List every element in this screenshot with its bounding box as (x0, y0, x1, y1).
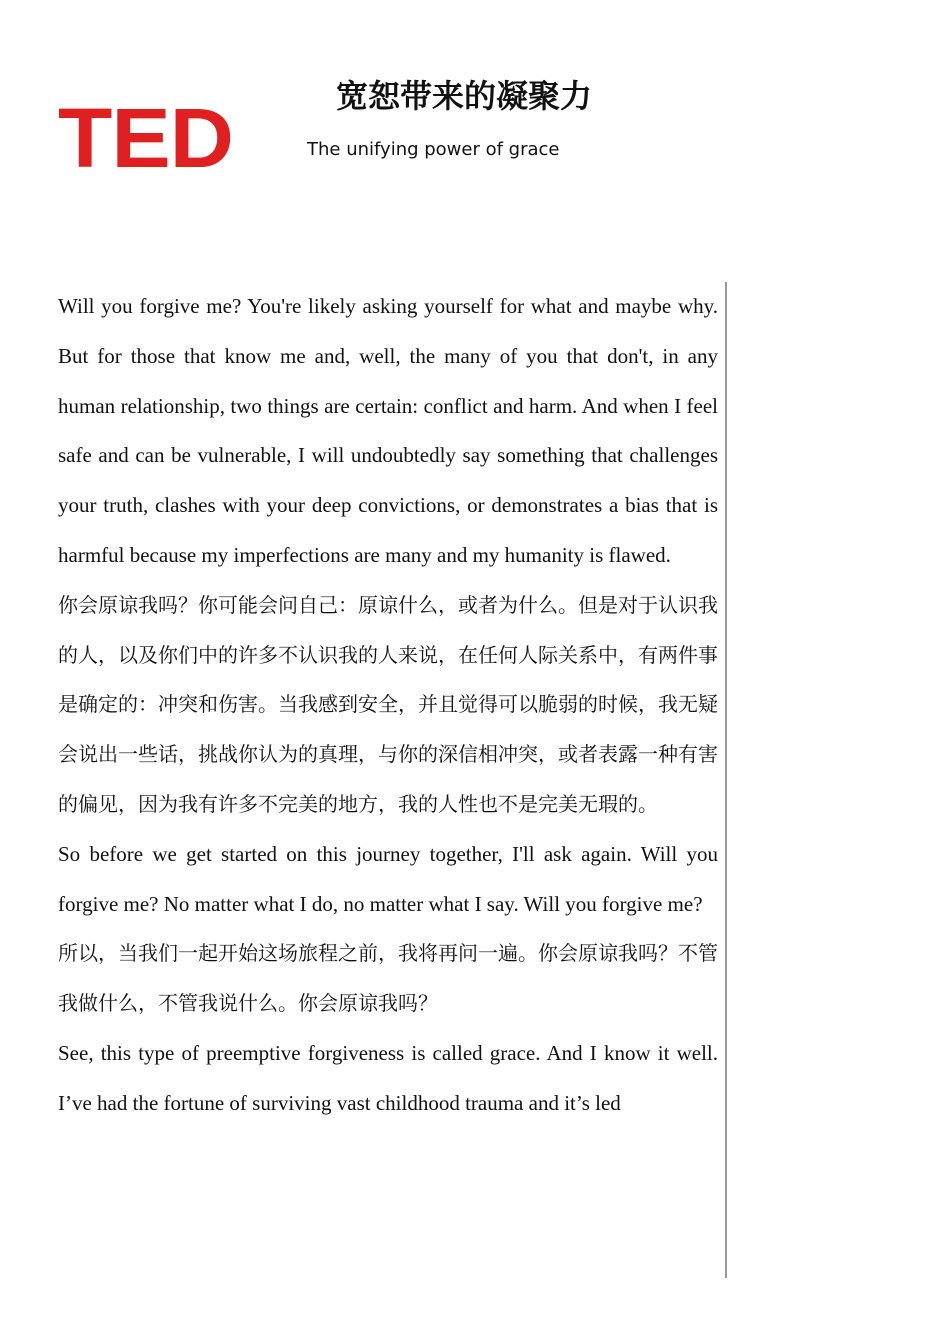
paragraph-english: Will you forgive me? You're likely asking yourself for what and maybe why. But for those that know me and, well, the many of you that don't, in any human relationship, two things are certain: conflict and harm. And when I feel safe and can be vulnerable, I will undoubtedly say something that challenges your truth, clashes with your deep convictions, or demonstrates a bias that is harmful because my imperfections are many and my humanity is flawed. (58, 294, 718, 567)
page-title-chinese: 宽恕带来的凝聚力 (336, 77, 593, 115)
paragraph-english: So before we get started on this journey together, I'll ask again. Will you forgive me? No matter what I do, no matter what I say. Will you forgive me? (58, 841, 718, 916)
ted-logo: TED (58, 91, 233, 185)
paragraph-chinese: 所以，当我们一起开始这场旅程之前，我将再问一遍。你会原谅我吗？不管我做什么，不管我说什么。你会原谅我吗？ (58, 941, 718, 1016)
margin-rule (725, 282, 727, 1278)
paragraph-chinese: 你会原谅我吗？你可能会问自己：原谅什么，或者为什么。但是对于认识我的人，以及你们中的许多不认识我的人来说，在任何人际关系中，有两件事是确定的：冲突和伤害。当我感到安全，并且觉得可以脆弱的时候，我无疑会说出一些话，挑战你认为的真理，与你的深信相冲突，或者表露一种有害的偏见，因为我有许多不完美的地方，我的人性也不是完美无瑕的。 (58, 592, 718, 816)
transcript-body (58, 282, 718, 1129)
paragraph-english: See, this type of preemptive forgiveness is called grace. And I know it well. I’ve had the fortune of surviving vast childhood trauma and it’s led (58, 1040, 718, 1115)
page-subtitle-english: The unifying power of grace (307, 139, 560, 160)
